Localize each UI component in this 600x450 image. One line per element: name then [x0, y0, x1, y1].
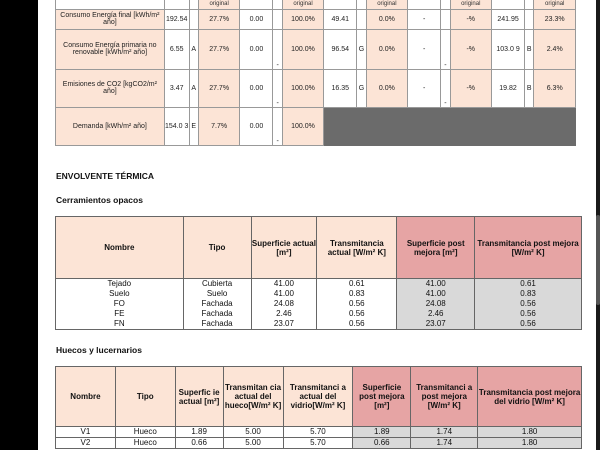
opacos-table [55, 216, 582, 330]
cell: 1.74 [411, 438, 478, 449]
opacos-header-row [56, 217, 582, 279]
col-header: Transmitancia post mejora [W/m² K] [475, 217, 582, 279]
table-row [56, 309, 582, 319]
cell: 0.66 [175, 438, 223, 449]
cell: 5.70 [283, 427, 353, 438]
orig-header: original [282, 0, 323, 9]
col-header: Superfic ie actual [m²] [175, 367, 223, 427]
percent-cell: 100.0% [282, 107, 323, 145]
value-cell: 0.00 [240, 69, 273, 107]
letter-cell [273, 9, 282, 29]
energy-table [55, 0, 576, 146]
value-cell: 49.41 [324, 9, 357, 29]
cell: Cubierta [183, 279, 251, 290]
cell: 1.89 [353, 427, 411, 438]
value-cell: 154.0 3 [164, 107, 189, 145]
energy-orig-header-row [56, 0, 576, 9]
percent-cell: 100.0% [282, 9, 323, 29]
letter-cell [525, 9, 534, 29]
cell: V1 [56, 427, 116, 438]
letter-cell: G [357, 29, 366, 69]
energy-row-label: Emisiones de CO2 [kgCO2/m² año] [56, 69, 165, 107]
cell: 0.83 [475, 289, 582, 299]
percent-cell: 27.7% [198, 29, 239, 69]
percent-cell: 23.3% [534, 9, 576, 29]
percent-cell: 100.0% [282, 69, 323, 107]
cell: 0.56 [317, 309, 397, 319]
percent-cell: 6.3% [534, 69, 576, 107]
cell: Suelo [56, 289, 184, 299]
scrollbar[interactable] [596, 0, 600, 450]
section-title-envolvente: ENVOLVENTE TÉRMICA [56, 171, 155, 181]
col-header: Nombre [56, 367, 116, 427]
value-cell: 103.0 9 [491, 29, 524, 69]
cell: 0.56 [317, 299, 397, 309]
cell: 0.56 [317, 319, 397, 330]
energy-row [56, 9, 576, 29]
letter-cell: A [189, 29, 198, 69]
percent-cell: -% [450, 69, 491, 107]
cell: 23.07 [397, 319, 475, 330]
cell: Suelo [183, 289, 251, 299]
value-cell: 0.00 [240, 9, 273, 29]
table-row [56, 319, 582, 330]
value-cell: - [408, 29, 441, 69]
percent-cell: 100.0% [282, 29, 323, 69]
energy-row-label: Consumo Energía primaria no renovable [kWh/m² año] [56, 29, 165, 69]
col-header: Transmitanci a post mejora [W/m² K] [411, 367, 478, 427]
cell: Fachada [183, 309, 251, 319]
table-row [56, 438, 582, 449]
col-header: Transmitan cia actual del hueco[W/m² K] [223, 367, 283, 427]
percent-cell: -% [450, 9, 491, 29]
huecos-header-row [56, 367, 582, 427]
section-title-huecos: Huecos y lucernarios [56, 345, 142, 355]
cell: 41.00 [251, 279, 317, 290]
cell: 24.08 [251, 299, 317, 309]
cell: Hueco [115, 427, 175, 438]
cell: Tejado [56, 279, 184, 290]
scroll-thumb[interactable] [596, 215, 600, 305]
table-row [56, 299, 582, 309]
demand-label: Demanda [kWh/m² año] [56, 107, 165, 145]
cell: 5.00 [223, 427, 283, 438]
percent-cell: 0.0% [366, 29, 407, 69]
cell: 41.00 [251, 289, 317, 299]
letter-cell: - [441, 69, 450, 107]
table-row [56, 427, 582, 438]
empty-shaded-cell [324, 107, 576, 145]
letter-cell: - [273, 107, 282, 145]
letter-cell [189, 9, 198, 29]
energy-row [56, 69, 576, 107]
value-cell: 0.00 [240, 107, 273, 145]
cell: 0.56 [475, 309, 582, 319]
orig-header: original [198, 0, 239, 9]
energy-row [56, 29, 576, 69]
section-title-opacos: Cerramientos opacos [56, 195, 143, 205]
value-cell: 0.00 [240, 29, 273, 69]
orig-header: original [450, 0, 491, 9]
letter-cell: B [525, 29, 534, 69]
cell: Fachada [183, 319, 251, 330]
cell: 1.89 [175, 427, 223, 438]
cell: 41.00 [397, 289, 475, 299]
energy-row-label: Consumo Energía final [kWh/m² año] [56, 9, 165, 29]
col-header: Superficie actual [m²] [251, 217, 317, 279]
orig-header: original [534, 0, 576, 9]
cell: FO [56, 299, 184, 309]
col-header: Transmitanci a actual del vidrio[W/m² K] [283, 367, 353, 427]
value-cell: - [408, 9, 441, 29]
value-cell: 192.54 [164, 9, 189, 29]
cell: FN [56, 319, 184, 330]
percent-cell: 2.4% [534, 29, 576, 69]
cell: 5.70 [283, 438, 353, 449]
col-header: Tipo [115, 367, 175, 427]
cell: FE [56, 309, 184, 319]
value-cell: 3.47 [164, 69, 189, 107]
col-header: Transmitancia actual [W/m² K] [317, 217, 397, 279]
percent-cell: -% [450, 29, 491, 69]
percent-cell: 27.7% [198, 69, 239, 107]
percent-cell: 7.7% [198, 107, 239, 145]
cell: 41.00 [397, 279, 475, 290]
cell: Fachada [183, 299, 251, 309]
table-row [56, 289, 582, 299]
letter-cell: E [189, 107, 198, 145]
demand-row [56, 107, 576, 145]
cell: Hueco [115, 438, 175, 449]
value-cell: 6.55 [164, 29, 189, 69]
percent-cell: 0.0% [366, 69, 407, 107]
value-cell: 241.95 [491, 9, 524, 29]
cell: 5.00 [223, 438, 283, 449]
cell: 0.61 [475, 279, 582, 290]
cell: 23.07 [251, 319, 317, 330]
col-header: Superficie post mejora [m²] [397, 217, 475, 279]
cell: V2 [56, 438, 116, 449]
cell: 2.46 [251, 309, 317, 319]
value-cell: 96.54 [324, 29, 357, 69]
cell: 0.56 [475, 319, 582, 330]
percent-cell: 27.7% [198, 9, 239, 29]
document-page [38, 0, 596, 450]
cell: 1.80 [478, 427, 582, 438]
letter-cell: G [357, 69, 366, 107]
letter-cell: - [273, 29, 282, 69]
value-cell: 19.82 [491, 69, 524, 107]
percent-cell: 0.0% [366, 9, 407, 29]
col-header: Nombre [56, 217, 184, 279]
col-header: Tipo [183, 217, 251, 279]
col-header: Transmitancia post mejora del vidrio [W/m² K] [478, 367, 582, 427]
cell: 24.08 [397, 299, 475, 309]
cell: 0.56 [475, 299, 582, 309]
col-header: Superficie post mejora [m²] [353, 367, 411, 427]
value-cell: 16.35 [324, 69, 357, 107]
table-row [56, 279, 582, 290]
letter-cell: B [525, 69, 534, 107]
cell: 0.61 [317, 279, 397, 290]
huecos-table [55, 366, 582, 449]
cell: 1.74 [411, 427, 478, 438]
cell: 1.80 [478, 438, 582, 449]
letter-cell [441, 9, 450, 29]
cell: 0.66 [353, 438, 411, 449]
letter-cell [357, 9, 366, 29]
cell: 0.83 [317, 289, 397, 299]
orig-header: original [366, 0, 407, 9]
letter-cell: - [273, 69, 282, 107]
cell: 2.46 [397, 309, 475, 319]
value-cell: - [408, 69, 441, 107]
letter-cell: - [441, 29, 450, 69]
letter-cell: A [189, 69, 198, 107]
